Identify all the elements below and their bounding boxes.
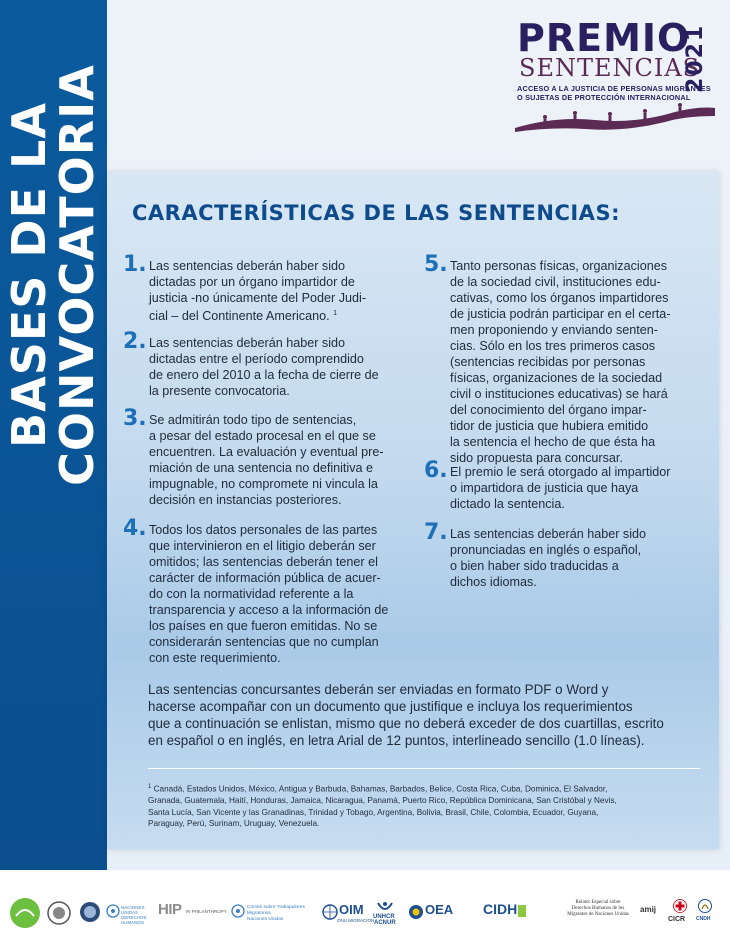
philanthropy-logo: IN PHILANTHROPY bbox=[186, 909, 227, 914]
footnote-mark: 1 bbox=[148, 784, 152, 790]
un-migrant-workers-committee-logo: Comité sobre Trabajadores Migratorios Naciones Unidas bbox=[247, 905, 305, 922]
amij-logo: amij bbox=[640, 905, 657, 914]
footnote bbox=[148, 782, 703, 830]
item-text: El premio le será otorgado al impartidor o impartidora de justicia que haya dictado la sentencia. bbox=[450, 465, 671, 511]
section-heading: CARACTERÍSTICAS DE LAS SENTENCIAS: bbox=[132, 201, 620, 225]
item-number: 4. bbox=[123, 516, 147, 541]
side-title bbox=[2, 64, 104, 486]
item-text: Las sentencias deberán haber sido pronunciadas en inglés o español, o bien haber sido traducidas a dichos idiomas. bbox=[450, 527, 647, 589]
oim-logo: OIM bbox=[339, 902, 364, 917]
item-number: 5. bbox=[424, 252, 448, 277]
acnur-logo: ACNUR bbox=[374, 920, 396, 926]
cicr-logo: CICR bbox=[668, 916, 686, 923]
cidh-mark-icon bbox=[518, 905, 526, 917]
cidh-logo: CIDH bbox=[483, 901, 518, 917]
item-number: 2. bbox=[123, 329, 147, 354]
side-title-line-1: BASES DE LA bbox=[2, 102, 56, 448]
item-number: 6. bbox=[424, 458, 448, 483]
un-committee-emblem-icon bbox=[231, 904, 245, 918]
item-text: Se admitirán todo tipo de sentencias, a pesar del estado procesal en el que se encuentren. La evaluación y eventual pre- miación de una sentencia no definitiva e impugnable, no compromete ni vincula la decisión en instancias posteriores. bbox=[149, 413, 384, 507]
item-text: Las sentencias deberán haber sido dictadas entre el período comprendido de enero del 2010 a la fecha de cierre de la presente convocatoria. bbox=[149, 336, 379, 398]
seal-logo-icon bbox=[46, 900, 72, 926]
migrants-hill-icon bbox=[515, 102, 715, 134]
oea-logo: OEA bbox=[425, 902, 454, 917]
side-title-line-2: CONVOCATORIA bbox=[50, 64, 104, 486]
premio-sentencias-logo bbox=[515, 18, 715, 133]
logo-subtitle-1: ACCESO A LA JUSTICIA DE PERSONAS MIGRANTES bbox=[517, 84, 711, 93]
logo-sentencias-text: SENTENCIAS bbox=[519, 54, 701, 82]
item-number: 1. bbox=[123, 252, 147, 277]
globe-logo-icon bbox=[78, 900, 102, 924]
oim-emblem-icon bbox=[322, 904, 338, 920]
oea-emblem-icon bbox=[408, 904, 424, 920]
side-banner bbox=[0, 0, 107, 870]
oim-subtitle: ONU MIGRACIÓN bbox=[337, 918, 375, 923]
cndh-logo: CNDH bbox=[696, 916, 711, 922]
unhcr-hands-icon bbox=[377, 899, 393, 913]
item-text: Las sentencias deberán haber sido dictadas por un órgano impartidor de justicia -no únicamente del Poder Judi- cial – del Continente Americano. $^1$ bbox=[149, 259, 367, 324]
relator-especial-logo: Relator Especial sobre Derechos Humanos de los Migrantes de Naciones Unidas bbox=[567, 900, 629, 917]
cndh-emblem-icon bbox=[697, 898, 713, 916]
sin-fronteras-logo-icon bbox=[8, 896, 42, 930]
logo-subtitle-2: O SUJETAS DE PROTECCIÓN INTERNACIONAL bbox=[517, 93, 691, 102]
item-text: Tanto personas físicas, organizaciones de la sociedad civil, instituciones edu- cativas, como los órganos impartidores de justicia podrán participar en el certa- men proponiendo y enviando senten- cias. Sólo en los tres primeros casos (sentencias recibidas por personas físicas, organizaciones de la sociedad civil o instituciones educativas) se hará del conocimiento del órgano impar- tidor de justicia que hubiera emitido la sentencia el hecho de que ésta ha sido propuesta para concursar. bbox=[450, 259, 671, 465]
item-text: Todos los datos personales de las partes que intervinieron en el litigio deberán ser omitidos; las sentencias deberán tener el carácter de información pública de acuer- do con la normatividad referente a la transparencia y acceso a la información de los países en que fueron emitidas. No se considerarán sentencias que no cumplan con este requerimiento. bbox=[149, 523, 389, 665]
un-emblem-icon bbox=[106, 904, 120, 918]
un-human-rights-logo: NACIONES UNIDAS DERECHOS HUMANOS bbox=[121, 905, 147, 925]
red-cross-icon bbox=[673, 899, 687, 913]
item-number: 3. bbox=[123, 406, 147, 431]
logo-premio-text: PREMIO bbox=[517, 16, 691, 60]
item-number: 7. bbox=[424, 520, 448, 545]
unhcr-logo: UNHCR bbox=[373, 914, 395, 920]
hip-logo: HIP bbox=[158, 901, 182, 918]
logo-year: 2021 bbox=[683, 23, 708, 93]
footnote-divider bbox=[148, 768, 700, 769]
footnote-text: Canadá, Estados Unidos, México, Antigua y Barbuda, Bahamas, Barbados, Belice, Costa Rica, Cuba, Dominica, El Salvador, Granada, Guatemala, Haití, Honduras, Jamaica, Nicaragua, Panamá, Puerto Rico, República Dominicana, San Cristóbal y Nevis, Santa Lucía, San Vicente y las Granadinas, Trinidad y Tobago, Argentina, Bolivia, Brasil, Chile, Colombia, Ecuador, Guyana, Paraguay, Perú, Surinam, Uruguay, Venezuela. bbox=[148, 784, 617, 829]
closing-paragraph: Las sentencias concursantes deberán ser enviadas en formato PDF o Word y hacerse acompañar con un documento que justifique e incluya los requerimientos que a continuación se enlistan, mismo que no deberá exceder de dos cuartillas, escrito en español o en inglés, en letra Arial de 12 puntos, interlineado sencillo (1.0 líneas). bbox=[148, 682, 664, 748]
